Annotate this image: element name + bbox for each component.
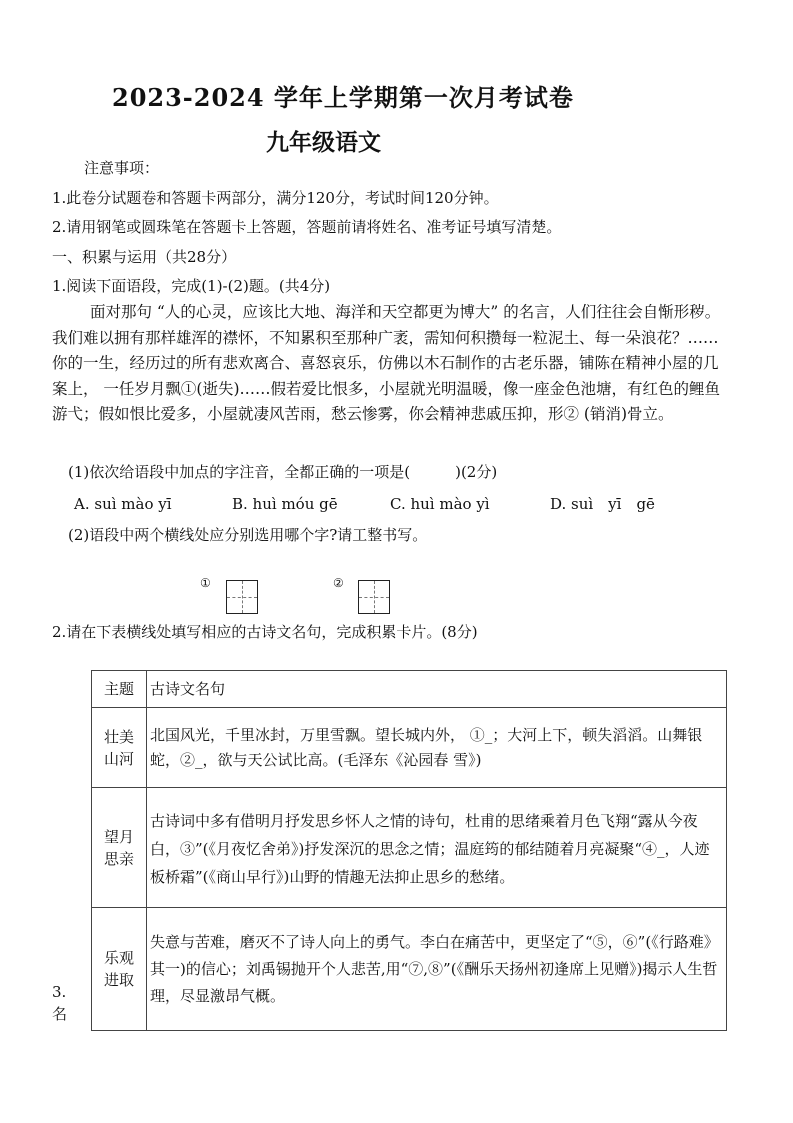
notice-item-1: 1.此卷分试题卷和答题卡两部分，满分120分，考试时间120分钟。 (52, 189, 499, 207)
header-content: 古诗文名句 (147, 671, 727, 708)
section-heading: 一、积累与运用（共28分） (52, 248, 237, 266)
row-content[interactable]: 古诗词中多有借明月抒发思乡怀人之情的诗句，杜甫的思绪乘着月色飞翔“露从今夜白，③”(《月夜忆舍弟》)抒发深沉的思念之情；温庭筠的郁结随着月亮凝聚“④_，人迹板桥霜”(《商山早行》)山野的情趣无法抑止思乡的愁绪。 (147, 788, 727, 908)
writing-box-1[interactable] (226, 580, 258, 614)
answer-options (74, 494, 655, 514)
table-row (92, 788, 727, 908)
row-theme: 望月思亲 (92, 788, 147, 908)
row-content[interactable]: 失意与苦难，磨灭不了诗人向上的勇气。李白在痛苦中，更坚定了“⑤，⑥”(《行路难》其一)的信心；刘禹锡抛开个人悲苦,用“⑦,⑧”(《酬乐天扬州初逢席上见赠》)揭示人生哲理，尽显激昂气概。 (147, 908, 727, 1031)
header-theme: 主题 (92, 671, 147, 708)
option-a[interactable]: A. suì mào yī (74, 495, 172, 513)
option-d[interactable]: D. suì yī gē (550, 495, 655, 513)
question-2-stem: 2.请在下表横线处填写相应的古诗文名句，完成积累卡片。(8分) (52, 623, 478, 641)
question-1-stem: 1.阅读下面语段，完成(1)-(2)题。(共4分) (52, 277, 331, 295)
row-theme: 乐观进取 (92, 908, 147, 1031)
accumulation-card-table (91, 670, 727, 1031)
exam-title: 2023-2024 学年上学期第一次月考试卷 (112, 83, 574, 112)
box-label-1: ① (200, 576, 211, 590)
question-3-fragment: 名 (52, 1005, 68, 1023)
exam-subtitle: 九年级语文 (266, 129, 381, 156)
table-row (92, 908, 727, 1031)
table-row (92, 708, 727, 788)
sub-question-1: (1)依次给语段中加点的字注音，全都正确的一项是( )(2分) (68, 463, 498, 481)
sub-question-2: (2)语段中两个横线处应分别选用哪个字?请工整书写。 (68, 526, 428, 544)
question-3-number: 3. (52, 983, 67, 1001)
reading-passage: 面对那句 “人的心灵，应该比大地、海洋和天空都更为博大” 的名言，人们往往会自惭形秽。我们难以拥有那样雄浑的襟怀，不知累积至那种广袤，需知何积攒每一粒泥土、每一朵浪花？……你的一生，经历过的所有悲欢离合、喜怒哀乐，仿佛以木石制作的古老乐器，铺陈在精神小屋的几案上， 一任岁月飘①(逝失)……假若爱比恨多，小屋就光明温暖，像一座金色池塘，有红色的鲤鱼游弋；假如恨比爱多，小屋就凄风苦雨，愁云惨雾，你会精神悲戚压抑，形② (销消)骨立。 (52, 303, 721, 423)
row-theme: 壮美山河 (92, 708, 147, 788)
box-label-2: ② (333, 576, 344, 590)
option-b[interactable]: B. huì móu gē (232, 495, 338, 513)
notice-item-2: 2.请用钢笔或圆珠笔在答题卡上答题，答题前请将姓名、准考证号填写清楚。 (52, 218, 562, 236)
writing-box-2[interactable] (358, 580, 390, 614)
table-header-row (92, 671, 727, 708)
row-content[interactable]: 北国风光，千里冰封，万里雪飘。望长城内外， ①_；大河上下，顿失滔滔。山舞银蛇，②_，欲与天公试比高。(毛泽东《沁园春 雪》) (147, 708, 727, 788)
notice-heading: 注意事项： (84, 159, 160, 177)
option-c[interactable]: C. huì mào yì (390, 495, 490, 513)
